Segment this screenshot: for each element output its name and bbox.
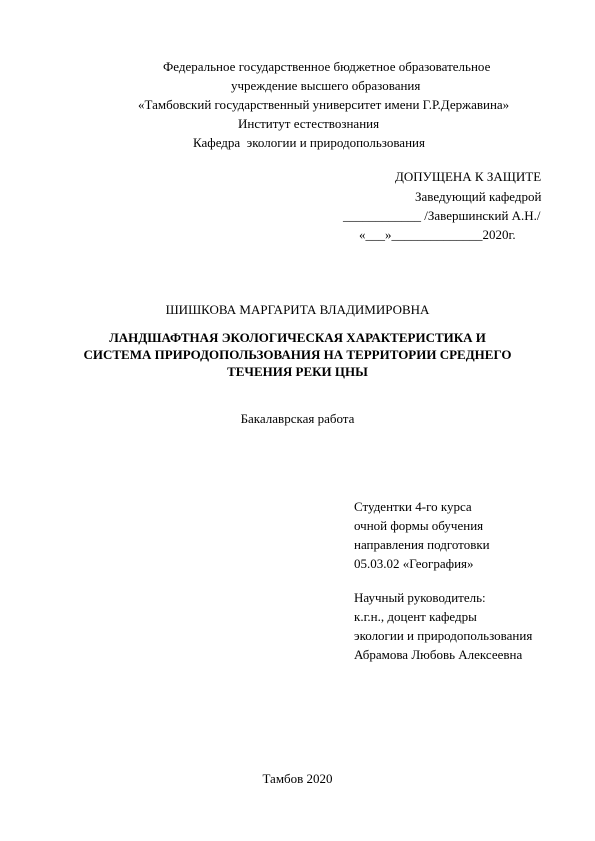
department-name: Кафедра экологии и природопользования <box>193 135 425 150</box>
supervisor-line-1: Научный руководитель: <box>354 590 486 605</box>
work-type: Бакалаврская работа <box>240 411 355 426</box>
supervisor-line-2: к.г.н., доцент кафедры <box>354 609 477 624</box>
student-line-3: направления подготовки <box>354 537 490 552</box>
institution-line-1: Федеральное государственное бюджетное образовательное <box>163 59 491 74</box>
student-line-1: Студентки 4-го курса <box>354 499 472 514</box>
approval-heading: ДОПУЩЕНА К ЗАЩИТЕ <box>395 169 542 184</box>
approval-role: Заведующий кафедрой <box>415 189 542 204</box>
supervisor-line-4: Абрамова Любовь Алексеевна <box>354 647 523 662</box>
institution-line-2: учреждение высшего образования <box>231 78 421 93</box>
student-line-2: очной формы обучения <box>354 518 484 533</box>
approval-signature-line: ____________ /Завершинский А.Н./ <box>343 208 541 223</box>
city-year: Тамбов 2020 <box>262 771 333 786</box>
approval-date-line: «___»______________2020г. <box>359 227 516 242</box>
author-name: ШИШКОВА МАРГАРИТА ВЛАДИМИРОВНА <box>165 302 430 317</box>
supervisor-line-3: экологии и природопользования <box>354 628 533 643</box>
thesis-title-line-3: ТЕЧЕНИЯ РЕКИ ЦНЫ <box>227 364 368 379</box>
university-name: «Тамбовский государственный университет имени Г.Р.Державина» <box>138 97 510 112</box>
thesis-title-line-1: ЛАНДШАФТНАЯ ЭКОЛОГИЧЕСКАЯ ХАРАКТЕРИСТИКА И <box>109 330 486 345</box>
student-line-4: 05.03.02 «География» <box>354 556 474 571</box>
thesis-title-line-2: СИСТЕМА ПРИРОДОПОЛЬЗОВАНИЯ НА ТЕРРИТОРИИ СРЕДНЕГО <box>83 347 512 362</box>
institute-name: Институт естествознания <box>238 116 380 131</box>
